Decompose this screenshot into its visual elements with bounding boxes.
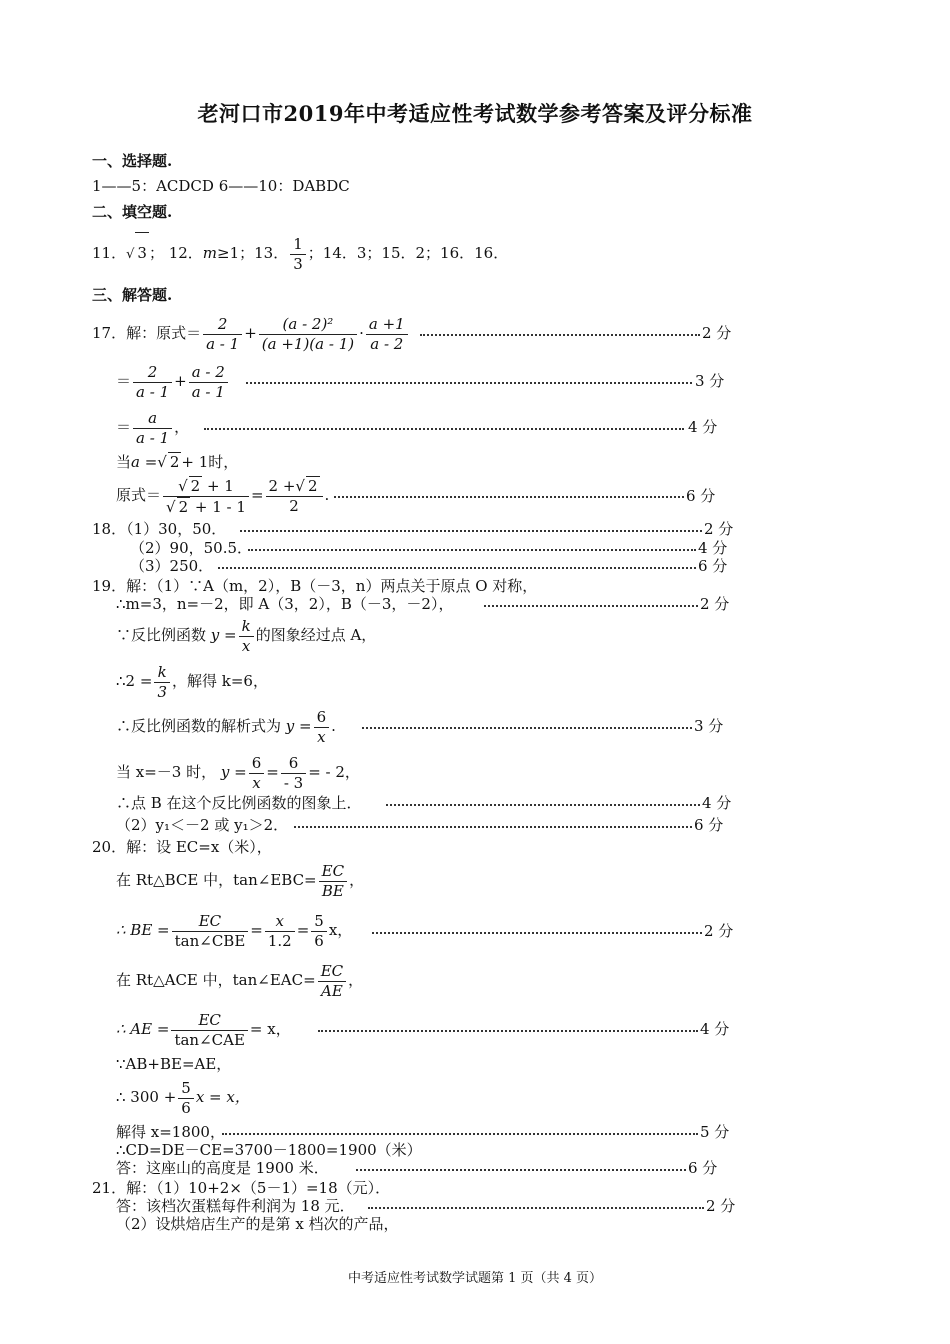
- q20-line-10: 答：这座山的高度是 1900 米．: [116, 1159, 329, 1177]
- leader-dots: [318, 1030, 698, 1032]
- q11-label: 11．: [92, 244, 127, 262]
- q20-line-3: ∴ BE = $\frac{EC}{\text{tan∠CBE}}$ = $\frac{x}{1.2}$ = $\frac{5}{6}$ x，: [116, 911, 353, 950]
- q19-line-2: ∴m=3，n=－2，即 A（3，2），B（－3，－2），: [116, 595, 454, 613]
- fill-answers: 11．√ 3 ； 12．m≥1；13． $\frac{1}{3}$ ；14．3；15．2；16．16．: [92, 232, 508, 275]
- q21-line-3: （2）设烘焙店生产的是第 x 档次的产品，: [116, 1215, 399, 1233]
- q19-score-4: 6 分: [694, 816, 724, 834]
- q17-score-2: 3 分: [695, 372, 725, 390]
- page-footer: 中考适应性考试数学试题第 1 页（共 4 页）: [347, 1271, 603, 1286]
- leader-dots: [294, 826, 692, 828]
- leader-dots: [372, 932, 702, 934]
- q12-label: ； 12．: [148, 244, 203, 262]
- q20-line-8: 解得 x=1800，: [116, 1123, 225, 1141]
- q21-score-1: 2 分: [706, 1197, 736, 1215]
- q17-score-4: 6 分: [686, 487, 716, 505]
- q20-line-2: 在 Rt△BCE 中，tan∠EBC= $\frac{EC}{BE}$ ，: [116, 861, 365, 900]
- q17-score-1: 2 分: [702, 324, 732, 342]
- leader-dots: [204, 428, 684, 430]
- q17-line-4: 当a =√ 2 + 1时，: [116, 453, 239, 471]
- leader-dots: [334, 496, 684, 498]
- q18-line-3: （3）250．: [130, 557, 214, 575]
- q19-line-4: ∴2 = $\frac{k}{3}$ ，解得 k=6，: [116, 662, 268, 701]
- section-fill-heading: 二、填空题.: [92, 203, 173, 221]
- q19-line-1: 19．解：（1）∵A（m，2），B（－3，n）两点关于原点 O 对称，: [92, 577, 538, 595]
- q20-line-9: ∴CD=DE－CE=3700－1800=1900（米）: [116, 1141, 422, 1159]
- q20-score-2: 4 分: [700, 1020, 730, 1038]
- q17-line-3: ＝ $\frac{a}{a - 1}$ ，: [116, 408, 190, 447]
- q18-score-3: 6 分: [698, 557, 728, 575]
- q12-answer: ≥1；13．: [217, 244, 289, 262]
- q21-line-2: 答：该档次蛋糕每件利润为 18 元．: [116, 1197, 355, 1215]
- q19-line-6: 当 x=－3 时， y = $\frac{6}{x}$ = $\frac{6}{- 3}$ = - 2，: [116, 753, 360, 792]
- q18-line-2: （2）90，50.5．: [130, 539, 253, 557]
- q19-line-8: （2）y₁＜－2 或 y₁＞2．: [116, 816, 289, 834]
- q20-line-1: 20．解：设 EC=x（米），: [92, 838, 272, 856]
- q12-var: m: [202, 244, 218, 262]
- q20-line-4: 在 Rt△ACE 中，tan∠EAC= $\frac{EC}{AE}$ ，: [116, 961, 364, 1000]
- leader-dots: [246, 382, 692, 384]
- q18-score-2: 4 分: [698, 539, 728, 557]
- choice-answers: 1——5：ACDCD 6——10：DABDC: [92, 177, 350, 195]
- section-solve-heading: 三、解答题.: [92, 286, 173, 304]
- q20-score-1: 2 分: [704, 922, 734, 940]
- leader-dots: [356, 1169, 686, 1171]
- section-choice-heading: 一、选择题.: [92, 152, 173, 170]
- q17-line-5: 原式＝ $\frac{√ 2 + 1}{√ 2 + 1 - 1}$ = $\frac{2 +√ 2}{2}$ .: [116, 476, 330, 516]
- page-title: 老河口市2019年中考适应性考试数学参考答案及评分标准: [197, 101, 753, 126]
- leader-dots: [420, 334, 700, 336]
- q17-score-3: 4 分: [688, 418, 718, 436]
- q19-line-7: ∴点 B 在这个反比例函数的图象上．: [116, 794, 362, 812]
- leader-dots: [362, 727, 692, 729]
- q19-line-5: ∴反比例函数的解析式为 y = $\frac{6}{x}$ .: [116, 707, 336, 746]
- q20-line-6: ∵AB+BE=AE，: [116, 1055, 232, 1073]
- leader-dots: [248, 549, 696, 551]
- q11-answer: 3: [135, 232, 149, 273]
- q20-line-7: ∴ 300 + $\frac{5}{6}$ x = x，: [116, 1078, 250, 1117]
- q20-score-3: 5 分: [700, 1123, 730, 1141]
- q14-16-answers: ；14．3；15．2；16．16．: [307, 244, 509, 262]
- leader-dots: [218, 567, 696, 569]
- q20-line-5: ∴ AE = $\frac{EC}{\text{tan∠CAE}}$ = x，: [116, 1010, 291, 1049]
- leader-dots: [484, 605, 698, 607]
- q19-line-3: ∵反比例函数 y = $\frac{k}{x}$ 的图象经过点 A，: [116, 616, 377, 655]
- q19-score-2: 3 分: [694, 717, 724, 735]
- q19-score-3: 4 分: [702, 794, 732, 812]
- leader-dots: [386, 804, 700, 806]
- leader-dots: [240, 530, 702, 532]
- q18-line-1: 18．（1）30，50．: [92, 520, 227, 538]
- q18-score-1: 2 分: [704, 520, 734, 538]
- leader-dots: [368, 1207, 704, 1209]
- q13-fraction: $\frac{1}{3}$: [290, 235, 306, 274]
- q21-line-1: 21．解：（1）10+2×（5－1）=18（元）．: [92, 1179, 391, 1197]
- q19-score-1: 2 分: [700, 595, 730, 613]
- q20-score-4: 6 分: [688, 1159, 718, 1177]
- leader-dots: [222, 1133, 698, 1135]
- q17-line-2: ＝ $\frac{2}{a - 1}$ + $\frac{a - 2}{a - 1}$: [116, 361, 230, 402]
- q17-line-1: 17．解：原式＝ $\frac{2}{a - 1}$ + $\frac{\text{(a - 2)²}}{(a +1)(a - 1)}$ · $\frac{a +1}{a - 2}$: [92, 313, 410, 354]
